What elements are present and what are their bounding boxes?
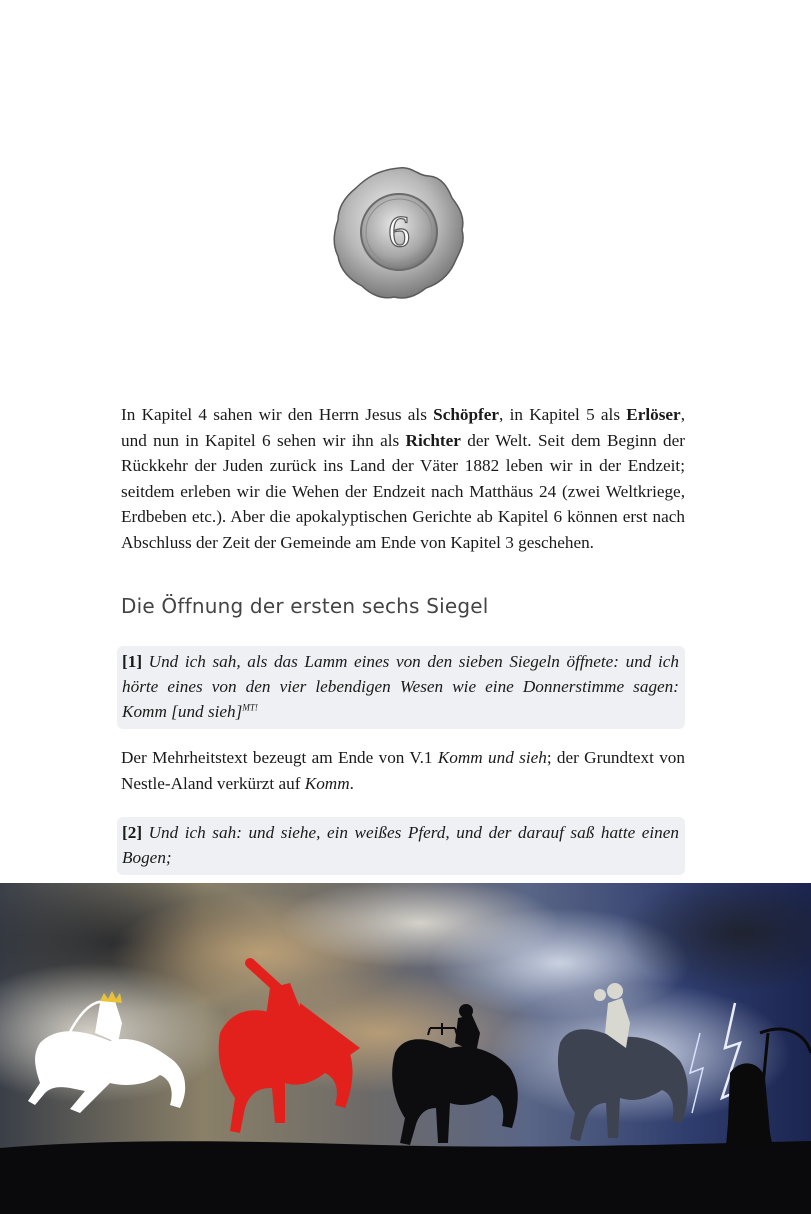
note-text-1: Der Mehrheitstext bezeugt am Ende von V.1 xyxy=(121,748,438,767)
horsemen-illustration xyxy=(0,883,811,1214)
note-paragraph xyxy=(121,745,685,796)
intro-text-3: , und nun in Kapitel 6 sehen wir ihn als xyxy=(121,405,685,450)
note-italic-2: Komm xyxy=(304,773,350,793)
verse-superscript: MT! xyxy=(242,702,258,713)
note-text-2: ; der Grundtext von Nestle-Aland verkürzt auf xyxy=(121,748,685,793)
verse-text-1: Und ich sah, als das Lamm eines von den sieben Siegeln öffnete: und ich hörte eines von den vier lebendigen Wesen wie eine Donnerstimme sagen: Komm [und sieh] xyxy=(122,652,680,721)
intro-paragraph xyxy=(121,402,685,555)
note-text-3: . xyxy=(349,773,354,793)
ground-silhouette xyxy=(0,1141,811,1214)
intro-bold-creator: Schöpfer xyxy=(433,405,500,424)
intro-text-4: der Welt. Seit dem Beginn der Rückkehr der Juden zurück ins Land der Väter 1882 leben wir in der Endzeit; seitdem erleben wir die Wehen der Endzeit nach Matthäus 24 (zwei Weltkriege, Erdbeben etc.). Aber die apokalyptischen Gerichte ab Kapitel 6 können erst nach Abschluss der Zeit der Gemeinde am Ende von Kapitel 3 geschehen. xyxy=(121,430,685,552)
verse-number-2: [2] xyxy=(122,823,143,842)
intro-bold-redeemer: Erlöser xyxy=(626,405,681,424)
verse-number-1: [1] xyxy=(122,652,143,671)
note-italic-1: Komm und sieh xyxy=(437,748,547,767)
intro-text-2: , in Kapitel 5 als xyxy=(499,405,627,424)
intro-bold-judge: Richter xyxy=(405,430,461,450)
verse-box-2 xyxy=(117,817,685,875)
section-heading: Die Öffnung der ersten sechs Siegel xyxy=(121,594,489,618)
wax-seal-graphic xyxy=(326,160,472,306)
intro-text-1: In Kapitel 4 sahen wir den Herrn Jesus als xyxy=(121,405,434,424)
seal-number: 6 xyxy=(388,207,410,256)
verse-box-1 xyxy=(117,646,685,729)
verse-text-2: Und ich sah: und siehe, ein weißes Pferd, und der darauf saß hatte einen Bogen; xyxy=(122,823,679,867)
chapter-seal xyxy=(326,160,472,306)
